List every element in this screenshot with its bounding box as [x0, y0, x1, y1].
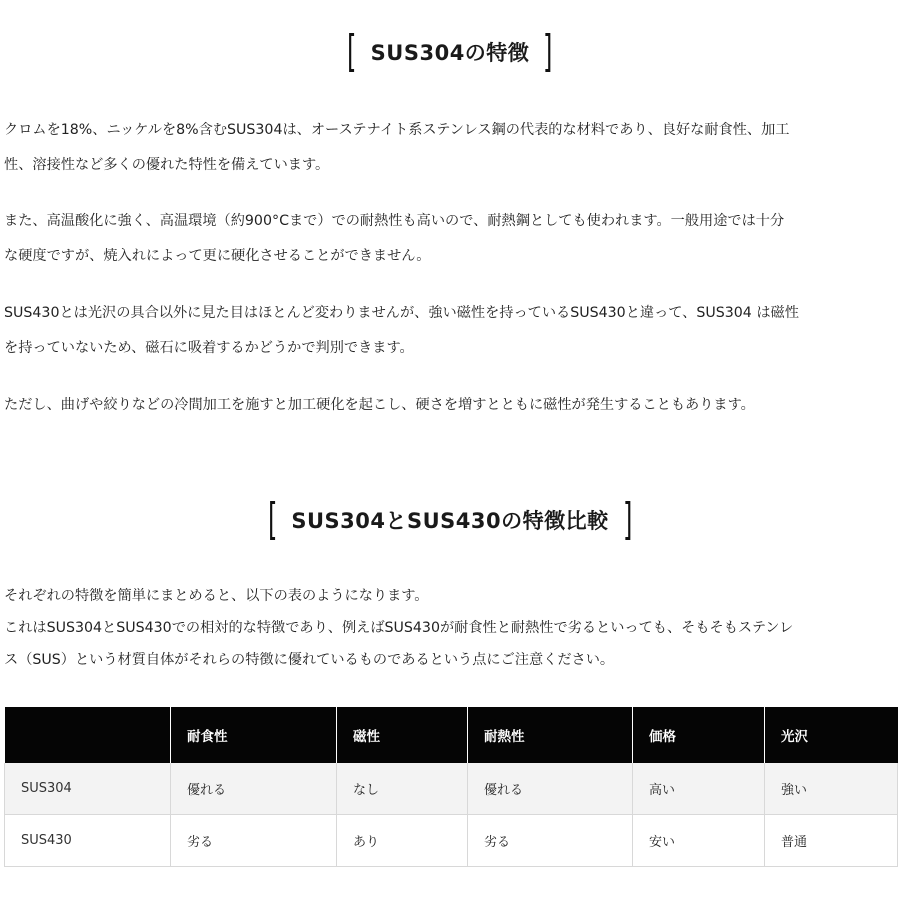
table-header-cell: 耐食性 — [171, 707, 337, 763]
table-cell-material: SUS430 — [5, 815, 171, 867]
table-cell: 普通 — [765, 815, 898, 867]
paragraph-intro — [4, 113, 896, 183]
paragraph-line: SUS430とは光沢の具合以外に見た目はほとんど変わりませんが、強い磁性を持っているSUS430と違って、SUS304 は磁性 — [4, 305, 799, 321]
paragraph-line: また、高温酸化に強く、高温環境（約900°Cまで）での耐熱性も高いので、耐熱鋼としても使われます。一般用途では十分 — [4, 213, 785, 229]
heading-bracket-close: ] — [622, 494, 633, 545]
heading-bracket-close: ] — [543, 26, 554, 77]
table-header-cell — [5, 707, 171, 763]
paragraph-comparison-intro — [4, 580, 896, 676]
heading-bracket-open: [ — [267, 494, 278, 545]
paragraph-line: クロムを18%、ニッケルを8%含むSUS304は、オーステナイト系ステンレス鋼の代表的な材料であり、良好な耐食性、加工 — [4, 122, 790, 138]
paragraph-line: 性、溶接性など多くの優れた特性を備えています。 — [4, 157, 330, 173]
paragraph-cold-working — [4, 388, 896, 423]
paragraph-line: な硬度ですが、焼入れによって更に硬化させることができません。 — [4, 248, 431, 264]
table-header-cell: 耐熱性 — [468, 707, 633, 763]
section-heading-comparison — [0, 494, 900, 545]
heading-bracket-open: [ — [346, 26, 357, 77]
table-row — [5, 763, 898, 815]
table-cell: あり — [337, 815, 468, 867]
heading-title: SUS304とSUS430の特徴比較 — [291, 509, 609, 533]
paragraph-line: ただし、曲げや絞りなどの冷間加工を施すと加工硬化を起こし、硬さを増すとともに磁性が発生することもあります。 — [4, 397, 755, 413]
table-header-cell: 磁性 — [337, 707, 468, 763]
comparison-table — [4, 707, 898, 867]
table-cell: 優れる — [468, 763, 633, 815]
paragraph-heat-resistance — [4, 204, 896, 274]
section-heading-sus304-features — [0, 26, 900, 77]
paragraph-line: それぞれの特徴を簡単にまとめると、以下の表のようになります。 — [4, 588, 429, 604]
table-cell-material: SUS304 — [5, 763, 171, 815]
table-cell: 優れる — [171, 763, 337, 815]
table-header-cell: 光沢 — [765, 707, 898, 763]
paragraph-line: これはSUS304とSUS430での相対的な特徴であり、例えばSUS430が耐食性と耐熱性で劣るといっても、そもそもステンレ — [4, 620, 794, 636]
table-cell: 劣る — [171, 815, 337, 867]
paragraph-magnetism — [4, 296, 896, 366]
table-cell: 高い — [633, 763, 765, 815]
table-header-row — [5, 707, 898, 763]
table-cell: なし — [337, 763, 468, 815]
paragraph-line: を持っていないため、磁石に吸着するかどうかで判別できます。 — [4, 340, 414, 356]
paragraph-line: ス（SUS）という材質自体がそれらの特徴に優れているものであるという点にご注意ください。 — [4, 652, 615, 668]
table-row — [5, 815, 898, 867]
table-cell: 劣る — [468, 815, 633, 867]
table-header-cell: 価格 — [633, 707, 765, 763]
table-cell: 安い — [633, 815, 765, 867]
heading-title: SUS304の特徴 — [370, 41, 530, 65]
table-cell: 強い — [765, 763, 898, 815]
